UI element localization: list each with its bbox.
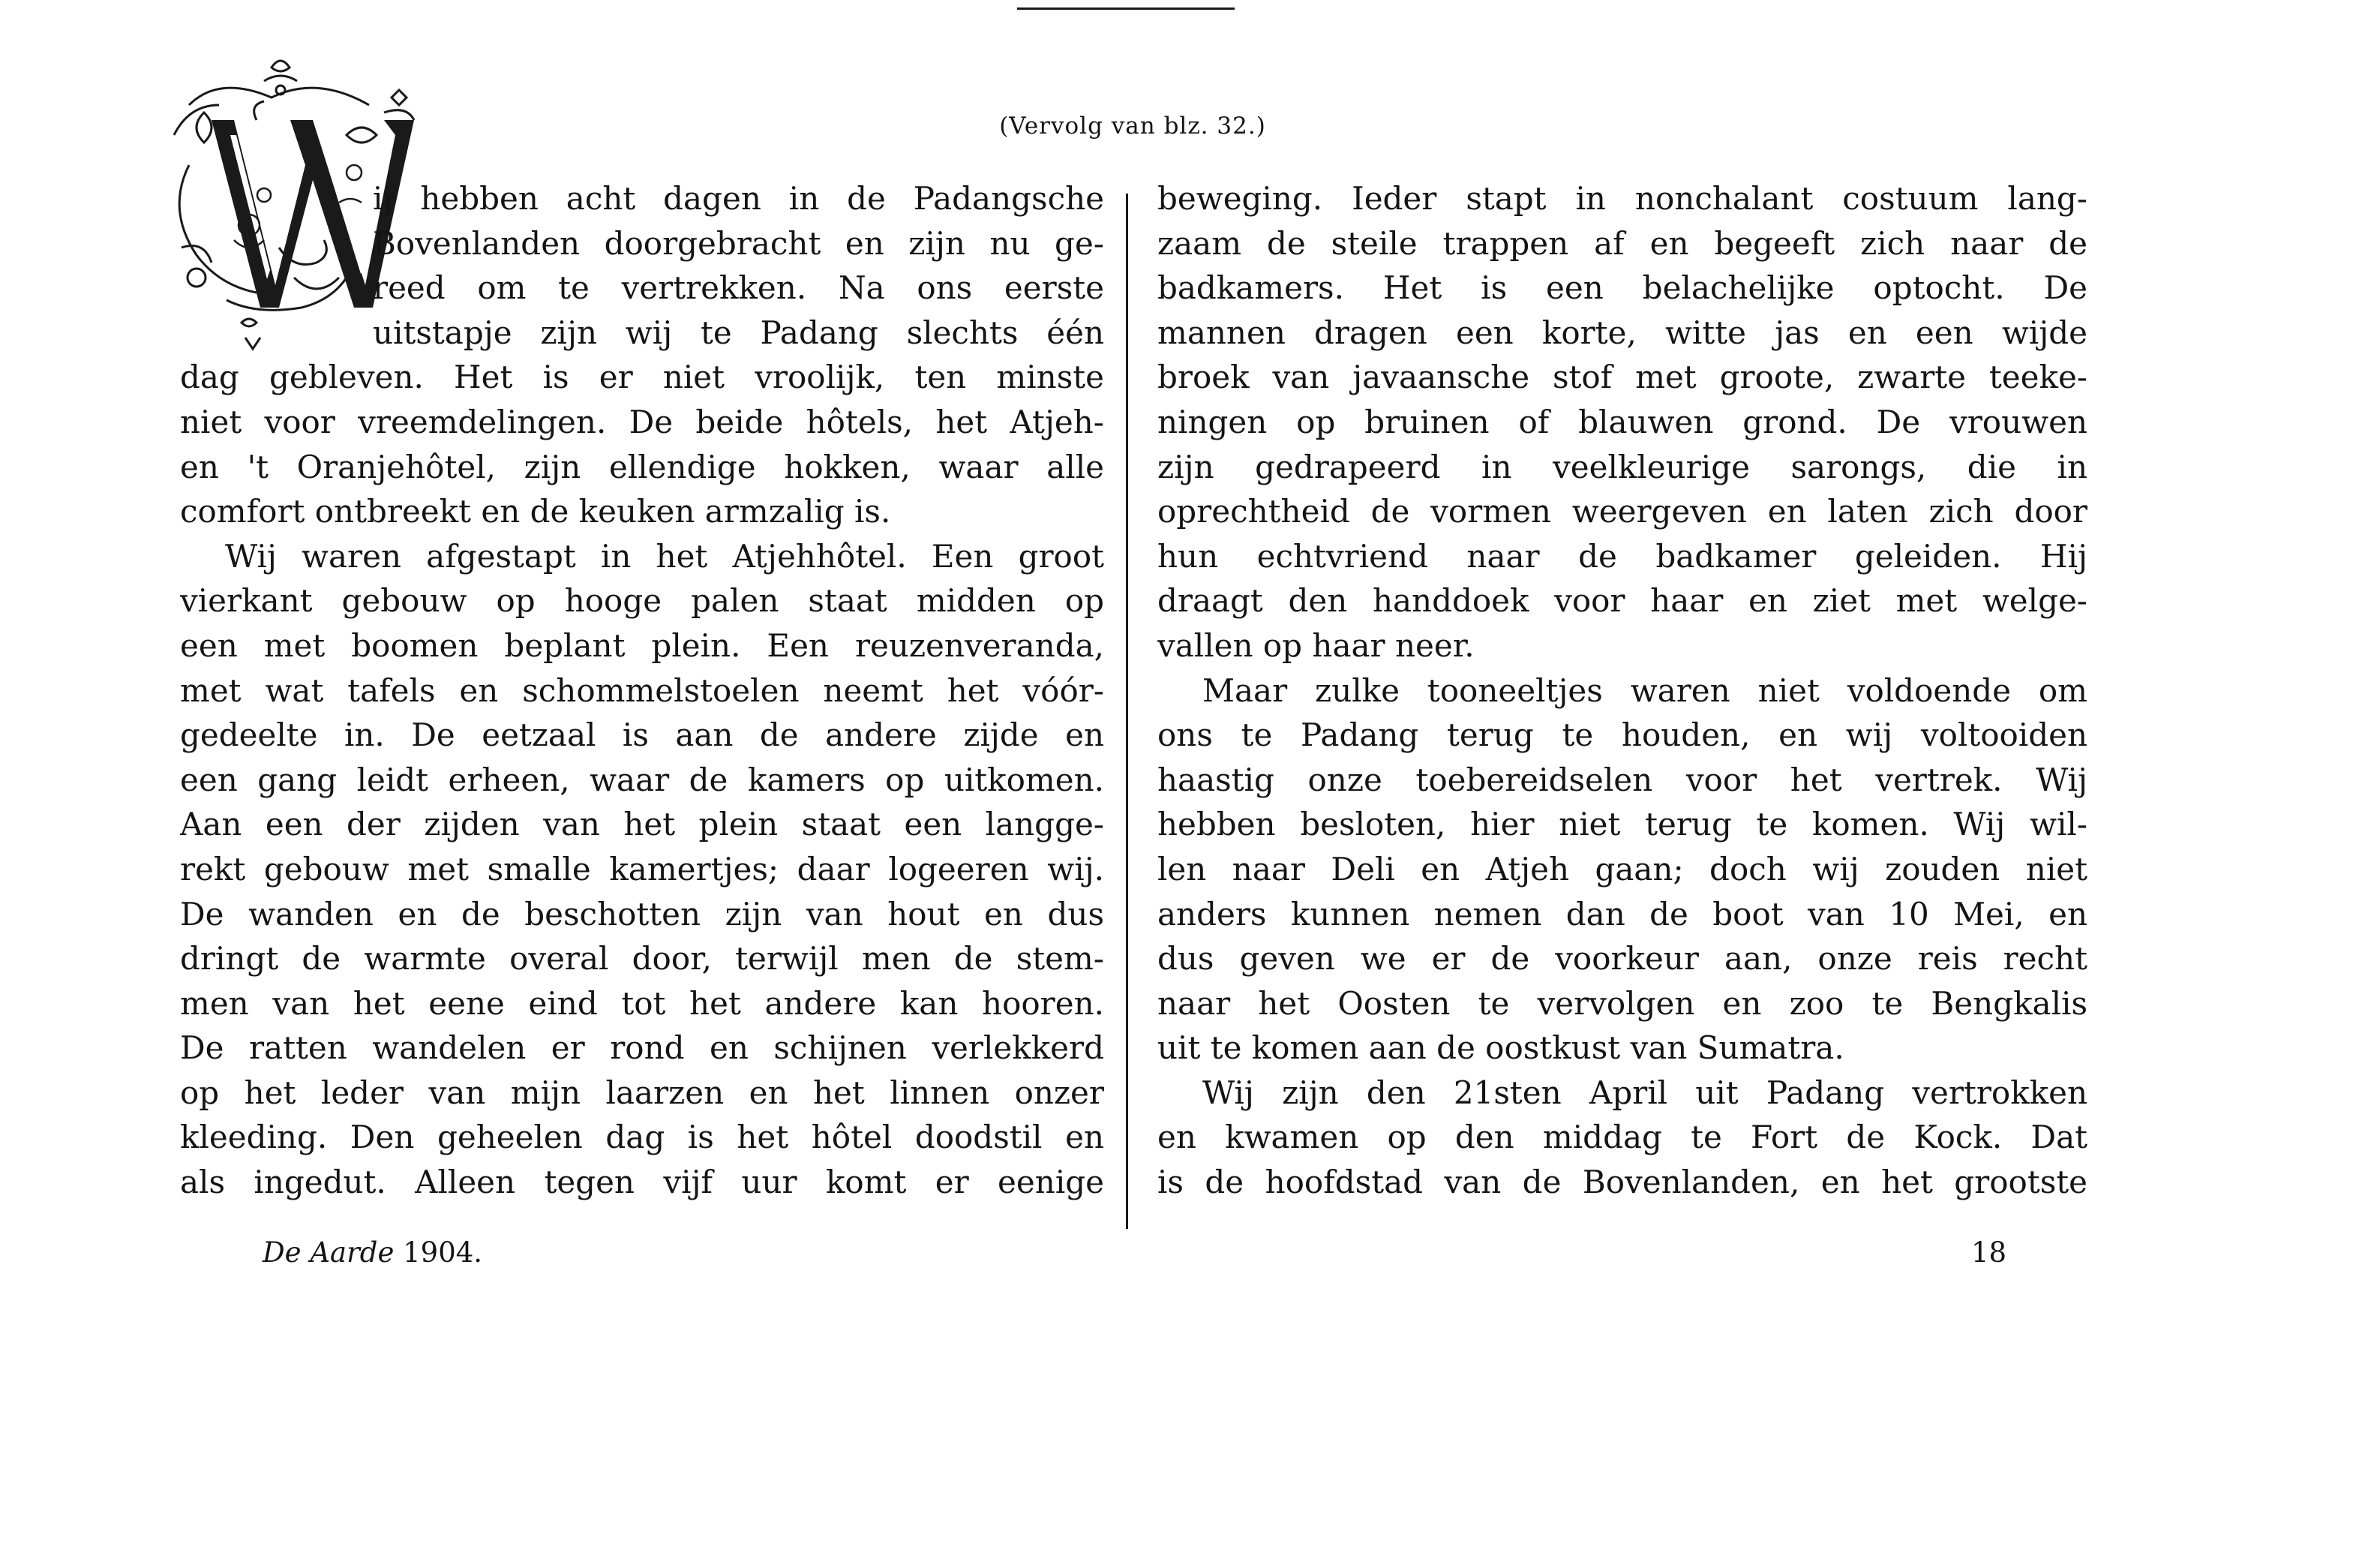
left-paragraph-2 [180, 534, 1104, 1205]
text-line: comfort ontbreekt en de keuken armzalig is. [180, 493, 891, 530]
text-line: en 't Oranjehôtel, zijn ellendige hokken, waar alle [180, 448, 1104, 485]
text-line: een gang leidt erheen, waar de kamers op uitkomen. [180, 761, 1104, 798]
text-line: vierkant gebouw op hooge palen staat midden op [180, 582, 1104, 620]
text-line: Wij waren afgestapt in het Atjehhôtel. Een groot [225, 537, 1104, 575]
text-line: draagt den handdoek voor haar en ziet met welge- [1157, 582, 2087, 620]
journal-year: 1904. [403, 1236, 483, 1269]
text-line: mannen dragen een korte, witte jas en een wijde [1157, 314, 2087, 351]
text-line: naar het Oosten te vervolgen en zoo te Bengkalis [1157, 984, 2087, 1022]
text-line: op het leder van mijn laarzen en het linnen onzer [180, 1074, 1104, 1111]
text-line: is de hoofdstad van de Bovenlanden, en het grootste [1157, 1164, 2087, 1201]
continuation-note: (Vervolg van blz. 32.) [999, 113, 1266, 140]
text-line: niet voor vreemdelingen. De beide hôtels, het Atjeh- [180, 403, 1104, 440]
text-line: met wat tafels en schommelstoelen neemt het vóór- [180, 671, 1104, 709]
text-line: als ingedut. Alleen tegen vijf uur komt er eenige [180, 1164, 1104, 1201]
text-line: ningen op bruinen of blauwen grond. De vrouwen [1157, 403, 2087, 440]
text-line: badkamers. Het is een belachelijke optocht. De [1157, 269, 2087, 307]
right-paragraph-1 [1157, 176, 2087, 668]
text-line: Bovenlanden doorgebracht en zijn nu ge- [373, 224, 1104, 262]
text-line: een met boomen beplant plein. Een reuzenveranda, [180, 626, 1104, 664]
column-divider [1126, 194, 1128, 1229]
text-line: vallen op haar neer. [1157, 626, 1475, 664]
text-line: beweging. Ieder stapt in nonchalant costuum lang- [1157, 180, 2087, 217]
text-line: kleeding. Den geheelen dag is het hôtel doodstil en [180, 1119, 1104, 1156]
top-rule [1017, 8, 1235, 10]
text-line: rekt gebouw met smalle kamertjes; daar logeeren wij. [180, 850, 1104, 888]
text-line: reed om te vertrekken. Na ons eerste [373, 269, 1104, 307]
text-line: oprechtheid de vormen weergeven en laten zich door [1157, 493, 2087, 530]
text-line: De ratten wandelen er rond en schijnen verlekkerd [180, 1029, 1104, 1067]
right-paragraph-3 [1157, 1071, 2087, 1205]
footer-journal [263, 1236, 482, 1269]
text-line: zaam de steile trappen af en begeeft zich naar de [1157, 224, 2087, 262]
left-paragraph-1 [180, 176, 1104, 534]
text-line: ij hebben acht dagen in de Padangsche [373, 180, 1104, 217]
text-line: ons te Padang terug te houden, en wij voltooiden [1157, 716, 2087, 754]
right-column [1157, 176, 2087, 1205]
text-line: haastig onze toebereidselen voor het vertrek. Wij [1157, 761, 2087, 798]
text-line: zijn gedrapeerd in veelkleurige sarongs, die in [1157, 448, 2087, 485]
journal-title: De Aarde [263, 1236, 395, 1269]
text-line: dringt de warmte overal door, terwijl men de stem- [180, 940, 1104, 978]
text-line: Wij zijn den 21sten April uit Padang vertrokken [1202, 1074, 2087, 1111]
signature-mark: 18 [1971, 1236, 2007, 1269]
text-line: Maar zulke tooneeltjes waren niet voldoende om [1202, 671, 2087, 709]
text-line: len naar Deli en Atjeh gaan; doch wij zouden niet [1157, 850, 2087, 888]
text-line: hebben besloten, hier niet terug te komen. Wij wil- [1157, 806, 2087, 843]
right-paragraph-2 [1157, 668, 2087, 1071]
text-line: De wanden en de beschotten zijn van hout en dus [180, 895, 1104, 933]
text-line: gedeelte in. De eetzaal is aan de andere zijde en [180, 716, 1104, 754]
text-line: uitstapje zijn wij te Padang slechts één [373, 314, 1104, 351]
text-line: hun echtvriend naar de badkamer geleiden. Hij [1157, 537, 2087, 575]
left-column [180, 176, 1104, 1205]
text-line: dag gebleven. Het is er niet vroolijk, ten minste [180, 359, 1104, 396]
text-line: uit te komen aan de oostkust van Sumatra. [1157, 1029, 1844, 1067]
text-line: en kwamen op den middag te Fort de Kock. Dat [1157, 1119, 2087, 1156]
text-line: Aan een der zijden van het plein staat een langge- [180, 806, 1104, 843]
text-line: men van het eene eind tot het andere kan hooren. [180, 984, 1104, 1022]
text-line: anders kunnen nemen dan de boot van 10 Mei, en [1157, 895, 2087, 933]
text-line: dus geven we er de voorkeur aan, onze reis recht [1157, 940, 2087, 978]
text-line: broek van javaansche stof met groote, zwarte teeke- [1157, 359, 2087, 396]
